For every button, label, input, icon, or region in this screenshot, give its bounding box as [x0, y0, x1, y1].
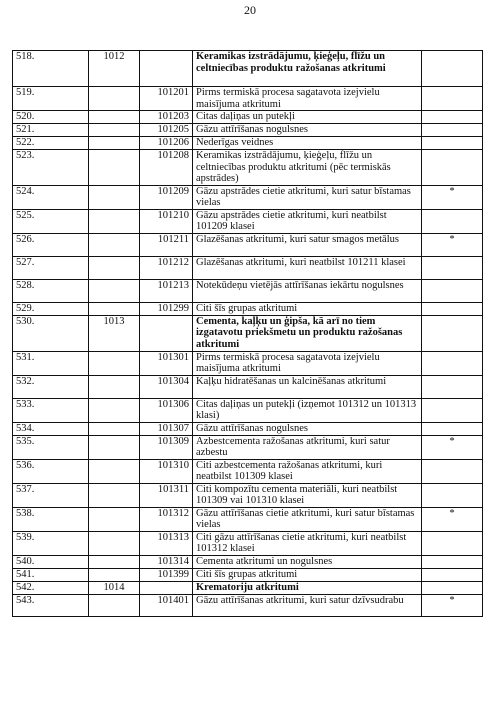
- row-number-cell: 518.: [13, 51, 89, 87]
- description-cell: Cementa, kaļķu un ģipša, kā arī no tiem izgatavotu priekšmetu un produktu ražošanas atkritumi: [193, 315, 422, 351]
- hazard-mark-cell: [422, 279, 483, 302]
- table-row: [13, 459, 483, 483]
- group-code-cell: [89, 594, 140, 616]
- description-cell: Nederīgas veidnes: [193, 137, 422, 150]
- description-cell: Citi kompozītu cementa materiāli, kuri neatbilst 101309 vai 101310 klasei: [193, 483, 422, 507]
- description-cell: Keramikas izstrādājumu, ķieģeļu, flīžu un celtniecības produktu ražošanas atkritumi: [193, 51, 422, 87]
- table-row: [13, 483, 483, 507]
- hazard-mark-cell: *: [422, 233, 483, 256]
- row-number-cell: 533.: [13, 398, 89, 422]
- description-cell: Azbestcementa ražošanas atkritumi, kuri satur azbestu: [193, 435, 422, 459]
- waste-code-cell: 101205: [140, 124, 193, 137]
- row-number-cell: 536.: [13, 459, 89, 483]
- group-code-cell: 1013: [89, 315, 140, 351]
- waste-code-cell: 101311: [140, 483, 193, 507]
- description-cell: Gāzu attīrīšanas atkritumi, kuri satur dzīvsudrabu: [193, 594, 422, 616]
- table-row: [13, 435, 483, 459]
- description-cell: Citi šīs grupas atkritumi: [193, 568, 422, 581]
- waste-code-cell: 101314: [140, 555, 193, 568]
- table-row: [13, 279, 483, 302]
- page-number: 20: [244, 3, 256, 17]
- group-code-cell: [89, 375, 140, 398]
- hazard-mark-cell: *: [422, 185, 483, 209]
- group-code-cell: [89, 398, 140, 422]
- description-cell: Citas daļiņas un putekļi (izņemot 101312 un 101313 klasi): [193, 398, 422, 422]
- group-code-cell: [89, 422, 140, 435]
- waste-code-cell: 101307: [140, 422, 193, 435]
- row-number-cell: 529.: [13, 302, 89, 315]
- hazard-mark-cell: *: [422, 594, 483, 616]
- table-row: [13, 124, 483, 137]
- table-row: [13, 185, 483, 209]
- waste-code-cell: 101401: [140, 594, 193, 616]
- table-row: [13, 398, 483, 422]
- hazard-mark-cell: *: [422, 507, 483, 531]
- group-code-cell: 1012: [89, 51, 140, 87]
- row-number-cell: 531.: [13, 351, 89, 375]
- group-code-cell: [89, 233, 140, 256]
- hazard-mark-cell: [422, 581, 483, 594]
- hazard-mark-cell: *: [422, 435, 483, 459]
- description-cell: Krematoriju atkritumi: [193, 581, 422, 594]
- waste-code-cell: 101212: [140, 256, 193, 279]
- row-number-cell: 532.: [13, 375, 89, 398]
- group-code-cell: [89, 111, 140, 124]
- group-code-cell: [89, 435, 140, 459]
- table-group-row: [13, 581, 483, 594]
- table-row: [13, 302, 483, 315]
- waste-code-cell: [140, 315, 193, 351]
- group-code-cell: [89, 507, 140, 531]
- group-code-cell: [89, 279, 140, 302]
- row-number-cell: 530.: [13, 315, 89, 351]
- group-code-cell: [89, 137, 140, 150]
- waste-code-cell: [140, 581, 193, 594]
- hazard-mark-cell: [422, 51, 483, 87]
- row-number-cell: 519.: [13, 87, 89, 111]
- waste-code-cell: 101399: [140, 568, 193, 581]
- waste-classification-table: [12, 50, 483, 617]
- group-code-cell: [89, 302, 140, 315]
- description-cell: Notekūdeņu vietējās attīrīšanas iekārtu nogulsnes: [193, 279, 422, 302]
- table-row: [13, 422, 483, 435]
- hazard-mark-cell: [422, 483, 483, 507]
- hazard-mark-cell: [422, 459, 483, 483]
- hazard-mark-cell: [422, 137, 483, 150]
- hazard-mark-cell: [422, 375, 483, 398]
- table-row: [13, 256, 483, 279]
- hazard-mark-cell: [422, 124, 483, 137]
- table-group-row: [13, 51, 483, 87]
- hazard-mark-cell: [422, 555, 483, 568]
- group-code-cell: [89, 351, 140, 375]
- table-row: [13, 594, 483, 616]
- waste-code-cell: 101211: [140, 233, 193, 256]
- hazard-mark-cell: [422, 398, 483, 422]
- waste-code-cell: 101206: [140, 137, 193, 150]
- table-row: [13, 351, 483, 375]
- row-number-cell: 535.: [13, 435, 89, 459]
- table-row: [13, 375, 483, 398]
- waste-code-cell: 101210: [140, 209, 193, 233]
- row-number-cell: 521.: [13, 124, 89, 137]
- group-code-cell: [89, 568, 140, 581]
- row-number-cell: 520.: [13, 111, 89, 124]
- group-code-cell: [89, 555, 140, 568]
- group-code-cell: [89, 124, 140, 137]
- description-cell: Gāzu apstrādes cietie atkritumi, kuri neatbilst 101209 klasei: [193, 209, 422, 233]
- description-cell: Citi azbestcementa ražošanas atkritumi, kuri neatbilst 101309 klasei: [193, 459, 422, 483]
- table-group-row: [13, 315, 483, 351]
- waste-code-cell: 101209: [140, 185, 193, 209]
- description-cell: Glazēšanas atkritumi, kuri neatbilst 101211 klasei: [193, 256, 422, 279]
- table-row: [13, 137, 483, 150]
- waste-code-cell: [140, 51, 193, 87]
- table-row: [13, 233, 483, 256]
- table-row: [13, 568, 483, 581]
- description-cell: Pirms termiskā procesa sagatavota izejvielu maisījuma atkritumi: [193, 87, 422, 111]
- table-row: [13, 555, 483, 568]
- table-row: [13, 87, 483, 111]
- waste-code-cell: 101201: [140, 87, 193, 111]
- description-cell: Gāzu attīrīšanas cietie atkritumi, kuri satur bīstamas vielas: [193, 507, 422, 531]
- row-number-cell: 527.: [13, 256, 89, 279]
- row-number-cell: 541.: [13, 568, 89, 581]
- description-cell: Cementa atkritumi un nogulsnes: [193, 555, 422, 568]
- hazard-mark-cell: [422, 302, 483, 315]
- description-cell: Gāzu apstrādes cietie atkritumi, kuri satur bīstamas vielas: [193, 185, 422, 209]
- hazard-mark-cell: [422, 209, 483, 233]
- table-row: [13, 150, 483, 186]
- waste-code-cell: 101304: [140, 375, 193, 398]
- waste-code-cell: 101213: [140, 279, 193, 302]
- row-number-cell: 542.: [13, 581, 89, 594]
- hazard-mark-cell: [422, 351, 483, 375]
- description-cell: Gāzu attīrīšanas nogulsnes: [193, 422, 422, 435]
- row-number-cell: 523.: [13, 150, 89, 186]
- waste-code-cell: 101306: [140, 398, 193, 422]
- description-cell: Pirms termiskā procesa sagatavota izejvielu maisījuma atkritumi: [193, 351, 422, 375]
- group-code-cell: [89, 483, 140, 507]
- waste-code-cell: 101312: [140, 507, 193, 531]
- row-number-cell: 534.: [13, 422, 89, 435]
- table-row: [13, 111, 483, 124]
- table-row: [13, 209, 483, 233]
- hazard-mark-cell: [422, 87, 483, 111]
- row-number-cell: 538.: [13, 507, 89, 531]
- hazard-mark-cell: [422, 256, 483, 279]
- waste-code-cell: 101310: [140, 459, 193, 483]
- waste-code-cell: 101299: [140, 302, 193, 315]
- row-number-cell: 543.: [13, 594, 89, 616]
- group-code-cell: [89, 185, 140, 209]
- hazard-mark-cell: [422, 315, 483, 351]
- description-cell: Citas daļiņas un putekļi: [193, 111, 422, 124]
- row-number-cell: 522.: [13, 137, 89, 150]
- description-cell: Glazēšanas atkritumi, kuri satur smagos metālus: [193, 233, 422, 256]
- row-number-cell: 524.: [13, 185, 89, 209]
- group-code-cell: [89, 459, 140, 483]
- waste-code-cell: 101313: [140, 531, 193, 555]
- group-code-cell: [89, 256, 140, 279]
- hazard-mark-cell: [422, 531, 483, 555]
- hazard-mark-cell: [422, 150, 483, 186]
- waste-code-cell: 101203: [140, 111, 193, 124]
- group-code-cell: [89, 209, 140, 233]
- hazard-mark-cell: [422, 111, 483, 124]
- waste-code-cell: 101301: [140, 351, 193, 375]
- hazard-mark-cell: [422, 422, 483, 435]
- row-number-cell: 525.: [13, 209, 89, 233]
- group-code-cell: [89, 87, 140, 111]
- hazard-mark-cell: [422, 568, 483, 581]
- row-number-cell: 540.: [13, 555, 89, 568]
- description-cell: Kaļķu hidratēšanas un kalcinēšanas atkritumi: [193, 375, 422, 398]
- waste-code-cell: 101208: [140, 150, 193, 186]
- group-code-cell: [89, 150, 140, 186]
- row-number-cell: 528.: [13, 279, 89, 302]
- row-number-cell: 539.: [13, 531, 89, 555]
- waste-code-cell: 101309: [140, 435, 193, 459]
- group-code-cell: 1014: [89, 581, 140, 594]
- group-code-cell: [89, 531, 140, 555]
- row-number-cell: 526.: [13, 233, 89, 256]
- description-cell: Gāzu attīrīšanas nogulsnes: [193, 124, 422, 137]
- table-row: [13, 531, 483, 555]
- row-number-cell: 537.: [13, 483, 89, 507]
- description-cell: Citi gāzu attīrīšanas cietie atkritumi, kuri neatbilst 101312 klasei: [193, 531, 422, 555]
- table-row: [13, 507, 483, 531]
- description-cell: Citi šīs grupas atkritumi: [193, 302, 422, 315]
- description-cell: Keramikas izstrādājumu, ķieģeļu, flīžu un celtniecības produktu atkritumi (pēc termiskās apstrādes): [193, 150, 422, 186]
